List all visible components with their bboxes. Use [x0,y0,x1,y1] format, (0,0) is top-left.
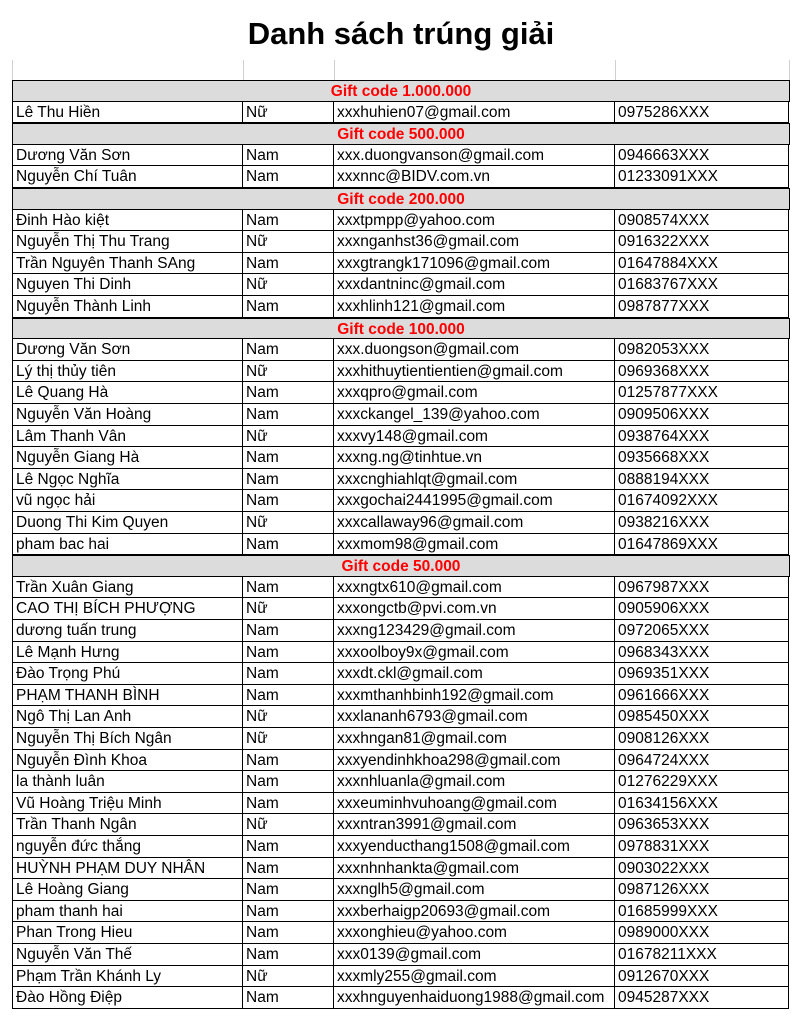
table-row [12,620,790,642]
gender-cell: Nam [243,771,334,793]
email-cell: xxxnglh5@gmail.com [334,879,615,901]
email-cell: xxxckangel_139@yahoo.com [334,404,615,426]
table-row [12,210,790,232]
phone-cell: 0945287XXX [615,987,789,1009]
phone-cell: 0888194XXX [615,469,789,491]
name-cell: Đào Trọng Phú [12,663,243,685]
name-cell: la thành luân [12,771,243,793]
table-row [12,922,790,944]
name-cell: Trần Nguyên Thanh SAng [12,253,243,275]
name-cell: Lê Ngọc Nghĩa [12,469,243,491]
table-row [12,771,790,793]
name-cell: Lâm Thanh Vân [12,426,243,448]
table-row [12,944,790,966]
phone-cell: 0978831XXX [615,836,789,858]
gender-cell: Nữ [243,706,334,728]
email-cell: xxxlananh6793@gmail.com [334,706,615,728]
email-cell: xxxcallaway96@gmail.com [334,512,615,534]
name-cell: Nguyễn Chí Tuân [12,166,243,188]
name-cell: pham thanh hai [12,901,243,923]
phone-cell: 01233091XXX [615,166,789,188]
gender-cell: Nam [243,750,334,772]
email-cell: xxxoolboy9x@gmail.com [334,642,615,664]
phone-cell: 01634156XXX [615,793,789,815]
gender-cell: Nam [243,793,334,815]
prize-group-header: Gift code 200.000 [12,188,790,210]
phone-cell: 0905906XXX [615,598,789,620]
phone-cell: 0967987XXX [615,577,789,599]
table-row [12,404,790,426]
name-cell: PHẠM THANH BÌNH [12,685,243,707]
email-cell: xxxntran3991@gmail.com [334,814,615,836]
email-cell: xxxhlinh121@gmail.com [334,296,615,318]
name-cell: Nguyễn Văn Thế [12,944,243,966]
email-cell: xxxcnghiahlqt@gmail.com [334,469,615,491]
phone-cell: 01685999XXX [615,901,789,923]
gender-cell: Nữ [243,598,334,620]
phone-cell: 0987126XXX [615,879,789,901]
email-cell: xxxhithuytientientien@gmail.com [334,361,615,383]
name-cell: Phạm Trần Khánh Ly [12,966,243,988]
name-cell: Trần Xuân Giang [12,577,243,599]
email-cell: xxxnhnhankta@gmail.com [334,858,615,880]
table-row [12,512,790,534]
gender-cell: Nữ [243,512,334,534]
gender-cell: Nam [243,663,334,685]
name-cell: Trần Thanh Ngân [12,814,243,836]
phone-cell: 0975286XXX [615,102,789,124]
table-row [12,166,790,188]
table-row [12,296,790,318]
phone-cell: 01647884XXX [615,253,789,275]
blank-row [12,60,790,81]
table-row [12,469,790,491]
email-cell: xxxng123429@gmail.com [334,620,615,642]
phone-cell: 0961666XXX [615,685,789,707]
phone-cell: 0989000XXX [615,922,789,944]
table-row [12,966,790,988]
email-cell: xxxonghieu@yahoo.com [334,922,615,944]
name-cell: Lê Quang Hà [12,382,243,404]
name-cell: Nguyễn Thành Linh [12,296,243,318]
phone-cell: 01674092XXX [615,490,789,512]
phone-cell: 01647869XXX [615,534,789,556]
phone-cell: 01276229XXX [615,771,789,793]
table-row [12,685,790,707]
name-cell: Vũ Hoàng Triệu Minh [12,793,243,815]
table-row [12,382,790,404]
gender-cell: Nam [243,404,334,426]
phone-cell: 0938216XXX [615,512,789,534]
table-row [12,642,790,664]
table-row [12,339,790,361]
table-row [12,490,790,512]
email-cell: xxxnnc@BIDV.com.vn [334,166,615,188]
name-cell: dương tuấn trung [12,620,243,642]
gender-cell: Nam [243,145,334,167]
gender-cell: Nữ [243,231,334,253]
name-cell: Nguyễn Văn Hoàng [12,404,243,426]
phone-cell: 0908126XXX [615,728,789,750]
name-cell: Đinh Hào kiệt [12,210,243,232]
email-cell: xxxdantninc@gmail.com [334,274,615,296]
email-cell: xxxongctb@pvi.com.vn [334,598,615,620]
email-cell: xxx.duongson@gmail.com [334,339,615,361]
gender-cell: Nữ [243,966,334,988]
phone-cell: 0972065XXX [615,620,789,642]
phone-cell: 01683767XXX [615,274,789,296]
phone-cell: 0912670XXX [615,966,789,988]
email-cell: xxxnhluanla@gmail.com [334,771,615,793]
gender-cell: Nam [243,166,334,188]
name-cell: Nguyen Thi Dinh [12,274,243,296]
email-cell: xxxhuhien07@gmail.com [334,102,615,124]
gender-cell: Nữ [243,361,334,383]
phone-cell: 0968343XXX [615,642,789,664]
gender-cell: Nam [243,469,334,491]
prize-group-header: Gift code 1.000.000 [12,80,790,102]
gender-cell: Nam [243,685,334,707]
gender-cell: Nam [243,620,334,642]
page-title: Danh sách trúng giải [247,16,555,51]
table-row [12,728,790,750]
phone-cell: 01257877XXX [615,382,789,404]
table-row [12,814,790,836]
phone-cell: 0969368XXX [615,361,789,383]
gender-cell: Nam [243,987,334,1009]
table-row [12,987,790,1009]
name-cell: Duong Thi Kim Quyen [12,512,243,534]
gender-cell: Nữ [243,274,334,296]
name-cell: Lê Mạnh Hưng [12,642,243,664]
phone-cell: 0909506XXX [615,404,789,426]
table-row [12,274,790,296]
email-cell: xxxmthanhbinh192@gmail.com [334,685,615,707]
name-cell: nguyễn đức thắng [12,836,243,858]
name-cell: CAO THỊ BÍCH PHƯỢNG [12,598,243,620]
table-row [12,598,790,620]
name-cell: Lê Hoàng Giang [12,879,243,901]
phone-cell: 01678211XXX [615,944,789,966]
phone-cell: 0982053XXX [615,339,789,361]
phone-cell: 0916322XXX [615,231,789,253]
email-cell: xxxgtrangk171096@gmail.com [334,253,615,275]
phone-cell: 0908574XXX [615,210,789,232]
phone-cell: 0985450XXX [615,706,789,728]
name-cell: pham bac hai [12,534,243,556]
table-row [12,879,790,901]
name-cell: Dương Văn Sơn [12,339,243,361]
email-cell: xxxyenducthang1508@gmail.com [334,836,615,858]
table-row [12,102,790,124]
email-cell: xxxng.ng@tinhtue.vn [334,447,615,469]
gender-cell: Nam [243,901,334,923]
email-cell: xxxgochai2441995@gmail.com [334,490,615,512]
name-cell: HUỲNH PHẠM DUY NHÂN [12,858,243,880]
gender-cell: Nam [243,296,334,318]
email-cell: xxxhnguyenhaiduong1988@gmail.com [334,987,615,1009]
email-cell: xxx.duongvanson@gmail.com [334,145,615,167]
name-cell: Nguyễn Giang Hà [12,447,243,469]
phone-cell: 0964724XXX [615,750,789,772]
phone-cell: 0969351XXX [615,663,789,685]
table-row [12,663,790,685]
phone-cell: 0935668XXX [615,447,789,469]
table-row [12,793,790,815]
table-row [12,836,790,858]
gender-cell: Nam [243,534,334,556]
table-row [12,577,790,599]
gender-cell: Nam [243,858,334,880]
table-row [12,361,790,383]
table-row [12,901,790,923]
gender-cell: Nam [243,382,334,404]
phone-cell: 0987877XXX [615,296,789,318]
name-cell: vũ ngọc hải [12,490,243,512]
gender-cell: Nữ [243,426,334,448]
email-cell: xxxmom98@gmail.com [334,534,615,556]
prize-group-header: Gift code 50.000 [12,555,790,577]
table-row [12,750,790,772]
phone-cell: 0946663XXX [615,145,789,167]
email-cell: xxxngtx610@gmail.com [334,577,615,599]
name-cell: Dương Văn Sơn [12,145,243,167]
name-cell: Lý thị thủy tiên [12,361,243,383]
gender-cell: Nam [243,642,334,664]
gender-cell: Nam [243,836,334,858]
gender-cell: Nữ [243,728,334,750]
name-cell: Lê Thu Hiền [12,102,243,124]
email-cell: xxxdt.ckl@gmail.com [334,663,615,685]
table-row [12,426,790,448]
email-cell: xxxvy148@gmail.com [334,426,615,448]
name-cell: Nguyễn Thị Thu Trang [12,231,243,253]
email-cell: xxx0139@gmail.com [334,944,615,966]
name-cell: Đào Hồng Điệp [12,987,243,1009]
gender-cell: Nam [243,210,334,232]
email-cell: xxxnganhst36@gmail.com [334,231,615,253]
table-row [12,706,790,728]
gender-cell: Nữ [243,102,334,124]
gender-cell: Nam [243,339,334,361]
name-cell: Nguyễn Thị Bích Ngân [12,728,243,750]
email-cell: xxxqpro@gmail.com [334,382,615,404]
email-cell: xxxmly255@gmail.com [334,966,615,988]
table-row [12,145,790,167]
name-cell: Phan Trong Hieu [12,922,243,944]
gender-cell: Nữ [243,814,334,836]
email-cell: xxxyendinhkhoa298@gmail.com [334,750,615,772]
gender-cell: Nam [243,490,334,512]
phone-cell: 0938764XXX [615,426,789,448]
table-row [12,858,790,880]
gender-cell: Nam [243,447,334,469]
gender-cell: Nam [243,944,334,966]
gender-cell: Nam [243,577,334,599]
phone-cell: 0903022XXX [615,858,789,880]
email-cell: xxxeuminhvuhoang@gmail.com [334,793,615,815]
table-row [12,534,790,556]
prize-group-header: Gift code 500.000 [12,123,790,145]
email-cell: xxxberhaigp20693@gmail.com [334,901,615,923]
gender-cell: Nam [243,922,334,944]
email-cell: xxxhngan81@gmail.com [334,728,615,750]
table-row [12,253,790,275]
gender-cell: Nam [243,879,334,901]
gender-cell: Nam [243,253,334,275]
phone-cell: 0963653XXX [615,814,789,836]
prize-group-header: Gift code 100.000 [12,318,790,340]
email-cell: xxxtpmpp@yahoo.com [334,210,615,232]
table-row [12,231,790,253]
name-cell: Nguyễn Đình Khoa [12,750,243,772]
table-row [12,447,790,469]
name-cell: Ngô Thị Lan Anh [12,706,243,728]
